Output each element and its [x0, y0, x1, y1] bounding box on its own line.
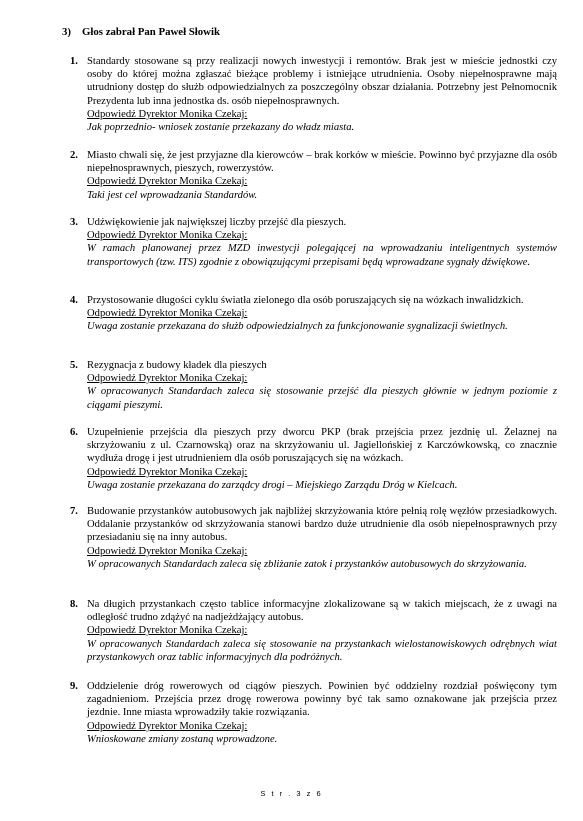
answer-label: Odpowiedź Dyrektor Monika Czekaj:	[87, 545, 248, 557]
item-question: Standardy stosowane są przy realizacji nowych inwestycji i remontów. Brak jest w mieście jednostki czy osoby do której można zgłaszać bieżące problemy i istniejące utrudnienia. Osoby niepełnosprawne mają utrudniony dostęp do służb odpowiedzialnych za poszczególny obszar działania. Potrzebny jest Pełnomocnik Prezydenta lub inna jednostka ds. osób niepełnosprawnych.	[87, 56, 557, 107]
page-number: S t r . 3 z 6	[260, 789, 323, 798]
item-number: 8.	[70, 599, 78, 610]
answer-label: Odpowiedź Dyrektor Monika Czekaj:	[87, 230, 248, 242]
answer-label: Odpowiedź Dyrektor Monika Czekaj:	[87, 308, 248, 320]
answer-text: Jak poprzednio- wniosek zostanie przekazany do władz miasta.	[87, 122, 355, 134]
item-question: Rezygnacja z budowy kładek dla pieszych	[87, 360, 267, 371]
item-number: 3.	[70, 217, 78, 228]
answer-text: Wnioskowane zmiany zostaną wprowadzone.	[87, 733, 278, 745]
list-item	[70, 149, 557, 202]
answer-text: Uwaga zostanie przekazana do zarządcy drogi – Miejskiego Zarządu Dróg w Kielcach.	[87, 479, 458, 491]
list-item	[70, 426, 557, 492]
answer-label: Odpowiedź Dyrektor Monika Czekaj:	[87, 625, 248, 637]
section-number: 3)	[62, 26, 71, 38]
item-number: 1.	[70, 56, 78, 67]
answer-text: W ramach planowanej przez MZD inwestycji polegającej na wprowadzaniu inteligentnych systemów transportowych (tzw. ITS) zgodnie z obowiązującymi przepisami będą wprowadzane sygnały dźwiękowe.	[87, 243, 557, 268]
answer-label: Odpowiedź Dyrektor Monika Czekaj:	[87, 466, 248, 478]
list-item	[70, 680, 557, 746]
answer-label: Odpowiedź Dyrektor Monika Czekaj:	[87, 108, 248, 120]
item-question: Uzupełnienie przejścia dla pieszych przy dworcu PKP (brak przejścia przez jezdnię ul. Żelaznej na skrzyżowaniu z ul. Czarnowską) oraz na skrzyżowaniu ul. Jagiellońskiej z Karczówkowską, co znacznie wydłuża drogę i jest utrudnieniem dla osób poruszających się na wózkach.	[87, 427, 557, 465]
list-item	[70, 505, 557, 571]
answer-text: Uwaga zostanie przekazana do służb odpowiedzialnych za funkcjonowanie sygnalizacji świetlnych.	[87, 321, 508, 333]
list-item	[70, 55, 557, 134]
section-title: Głos zabrał Pan Paweł Słowik	[82, 26, 220, 38]
list-item	[70, 294, 557, 334]
item-number: 6.	[70, 427, 78, 438]
item-number: 2.	[70, 150, 78, 161]
section-heading	[62, 26, 220, 39]
answer-label: Odpowiedź Dyrektor Monika Czekaj:	[87, 373, 248, 385]
answer-text: W opracowanych Standardach zaleca się stosowanie przejść dla pieszych głównie w jednym poziomie z ciągami pieszymi.	[87, 386, 557, 411]
answer-text: W opracowanych Standardach zaleca się stosowanie na przystankach wielostanowiskowych odrębnych wiat przystankowych oraz tablic informacyjnych dla podróżnych.	[87, 638, 557, 663]
item-question: Miasto chwali się, że jest przyjazne dla kierowców – brak korków w mieście. Powinno być przyjazne dla osób niepełnosprawnych, pieszych, rowerzystów.	[87, 150, 557, 175]
item-question: Udźwiękowienie jak największej liczby przejść dla pieszych.	[87, 217, 347, 228]
item-number: 5.	[70, 360, 78, 371]
item-question: Na długich przystankach często tablice informacyjne zlokalizowane są w takich miejscach, że z uwagi na odległość trudno zdążyć na nadjeżdżający autobus.	[87, 599, 557, 624]
answer-label: Odpowiedź Dyrektor Monika Czekaj:	[87, 720, 248, 732]
item-question: Budowanie przystanków autobusowych jak najbliżej skrzyżowania które pełnią rolę węzłów przesiadkowych. Oddalanie przystanków od skrzyżowania stanowi bardzo duże utrudnienie dla osób niepełnosprawnych przy przesiadaniu się na inny autobus.	[87, 506, 557, 544]
list-item	[70, 359, 557, 412]
list-item	[70, 216, 557, 269]
answer-text: W opracowanych Standardach zaleca się zbliżanie zatok i przystanków autobusowych do skrzyżowania.	[87, 558, 527, 570]
answer-label: Odpowiedź Dyrektor Monika Czekaj:	[87, 176, 248, 188]
item-number: 9.	[70, 681, 78, 692]
answer-text: Taki jest cel wprowadzania Standardów.	[87, 189, 258, 201]
list-item	[70, 598, 557, 664]
item-number: 4.	[70, 295, 78, 306]
item-question: Przystosowanie długości cyklu światła zielonego dla osób poruszających się na wózkach inwalidzkich.	[87, 295, 524, 306]
item-number: 7.	[70, 506, 78, 517]
item-question: Oddzielenie dróg rowerowych od ciągów pieszych. Powinien być oddzielny rozdział poświęcony tym zagadnieniom. Przejścia przez drogę rowerowa powinny być tak samo oznakowane jak przejścia przez jezdnie. Inne miasta wprowadziły takie rozwiązania.	[87, 681, 557, 719]
